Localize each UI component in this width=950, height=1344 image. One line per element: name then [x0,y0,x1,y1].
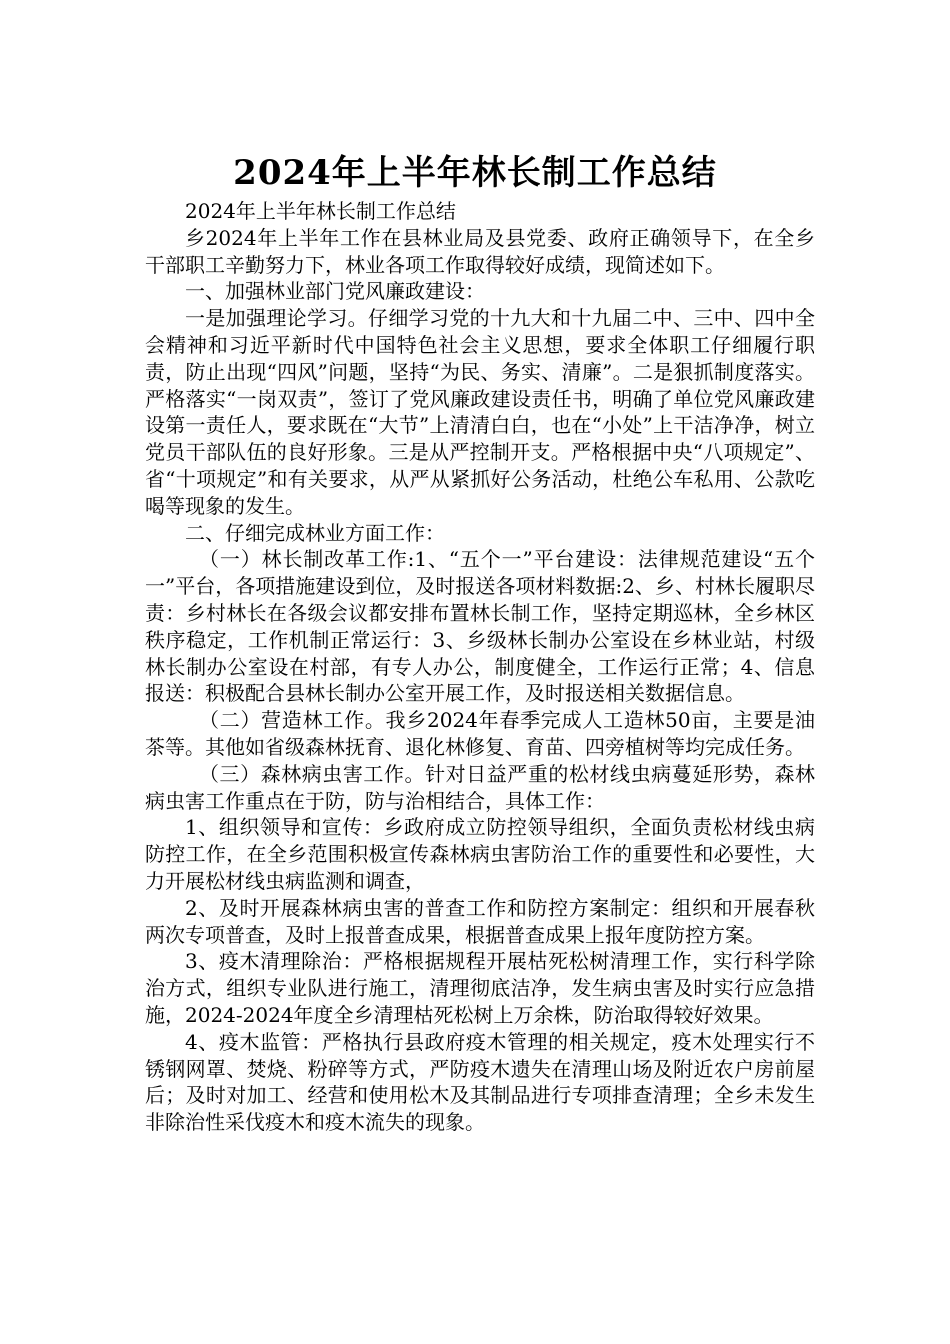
paragraph-forest-chief-reform: （一）林长制改革工作:1、“五个一”平台建设：法律规范建设“五个一”平台，各项措施建设到位，及时报送各项材料数据:2、乡、村林长履职尽责：乡村林长在各级会议都安排布置林长制工作，坚持定期巡林，全乡林区秩序稳定，工作机制正常运行：3、乡级林长制办公室设在乡林业站，村级林长制办公室设在村部，有专人办公，制度健全，工作运行正常；4、信息报送：积极配合县林长制办公室开展工作，及时报送相关数据信息。 [145,547,815,706]
paragraph-pest-item-1: 1、组织领导和宣传：乡政府成立防控领导组织，全面负责松材线虫病防控工作，在全乡范围积极宣传森林病虫害防治工作的重要性和必要性，大力开展松材线虫病监测和调查， [145,815,815,893]
paragraph-pest-item-3: 3、疫木清理除治：严格根据规程开展枯死松树清理工作，实行科学除治方式，组织专业队进行施工，清理彻底洁净，发生病虫害及时实行应急措施，2024-2024年度全乡清理枯死松树上万余株，防治取得较好效果。 [145,949,815,1027]
section-heading-party-building: 一、加强林业部门党风廉政建设： [185,279,485,304]
paragraph-pest-item-4: 4、疫木监管：严格执行县政府疫木管理的相关规定，疫木处理实行不锈钢网罩、焚烧、粉碎等方式，严防疫木遗失在清理山场及附近农户房前屋后；及时对加工、经营和使用松木及其制品进行专项排查清理；全乡未发生非除治性采伐疫木和疫木流失的现象。 [145,1029,815,1135]
paragraph-party-building: 一是加强理论学习。仔细学习党的十九大和十九届二中、三中、四中全会精神和习近平新时代中国特色社会主义思想，要求全体职工仔细履行职责，防止出现“四风”问题，坚持“为民、务实、清廉”。二是狠抓制度落实。严格落实“一岗双责”，签订了党风廉政建设责任书，明确了单位党风廉政建设第一责任人，要求既在“大节”上清清白白，也在“小处”上干洁净净，树立党员干部队伍的良好形象。三是从严控制开支。严格根据中央“八项规定”、省“十项规定”和有关要求，从严从紧抓好公务活动，杜绝公车私用、公款吃喝等现象的发生。 [145,306,815,518]
document-title: 2024年上半年林长制工作总结 [233,152,717,193]
paragraph-pest-item-2: 2、及时开展森林病虫害的普查工作和防控方案制定：组织和开展春秋两次专项普查，及时上报普查成果，根据普查成果上报年度防控方案。 [145,895,815,947]
paragraph-subtitle: 2024年上半年林长制工作总结 [185,199,456,223]
paragraph-pest-control: （三）森林病虫害工作。针对日益严重的松材线虫病蔓延形势，森林病虫害工作重点在于防，防与治相结合，具体工作： [145,761,815,813]
paragraph-intro: 乡2024年上半年工作在县林业局及县党委、政府正确领导下，在全乡干部职工辛勤努力下，林业各项工作取得较好成绩，现简述如下。 [145,225,815,277]
section-heading-forestry-work: 二、仔细完成林业方面工作： [185,520,445,545]
document-body [145,198,815,1136]
paragraph-afforestation: （二）营造林工作。我乡2024年春季完成人工造林50亩，主要是油茶等。其他如省级森林抚育、退化林修复、育苗、四旁植树等均完成任务。 [145,708,815,759]
